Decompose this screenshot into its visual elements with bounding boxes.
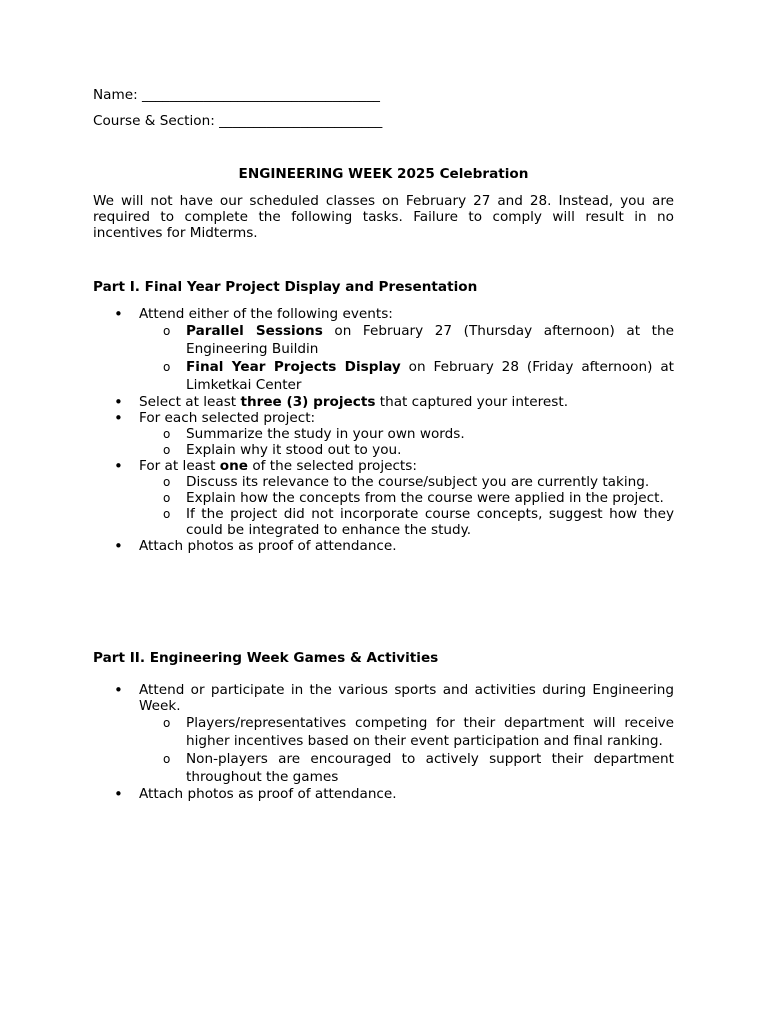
course-section-field[interactable] (93, 113, 674, 129)
select-projects-bold: three (3) projects (240, 394, 376, 410)
document-title: ENGINEERING WEEK 2025 Celebration (238, 166, 529, 182)
part2-list (93, 682, 674, 802)
part2-heading: Part II. Engineering Week Games & Activities (93, 650, 439, 666)
one-subitem: o Discuss its relevance to the course/subject you are currently taking. (93, 474, 674, 490)
one-project-pre: For at least (139, 458, 220, 474)
part1-list (93, 306, 674, 554)
one-subitem: o If the project did not incorporate course concepts, suggest how they could be integrated to enhance the study. (93, 506, 674, 538)
each-subitem: o Summarize the study in your own words. (93, 426, 674, 442)
event-projects-display-detail: on February 28 (Friday afternoon) at Limketkai Center (186, 359, 674, 393)
name-label: Name: (93, 87, 138, 103)
course-section-label: Course & Section: (93, 113, 215, 129)
event-parallel-sessions-detail: on February 27 (Thursday afternoon) at the Engineering Buildin (186, 323, 674, 357)
one-project-post: of the selected projects: (248, 458, 417, 474)
one-subitem: o Explain how the concepts from the course were applied in the project. (93, 490, 674, 506)
part1-heading: Part I. Final Year Project Display and Presentation (93, 279, 478, 295)
course-section-blank: ________________________ (219, 113, 383, 129)
select-projects-pre: Select at least (139, 394, 241, 410)
each-subitem: o Explain why it stood out to you. (93, 442, 674, 458)
part2-subitem: o Players/representatives competing for their department will receive higher incentives based on their event participation and final ranking. (93, 714, 674, 750)
select-projects-item (93, 394, 674, 410)
each-project-item: • For each selected project: (93, 410, 674, 426)
event-projects-display-title: Final Year Projects Display (186, 359, 401, 375)
one-project-item (93, 458, 674, 474)
part2-subitem: o Non-players are encouraged to actively support their department throughout the games (93, 750, 674, 786)
name-blank: ___________________________________ (142, 87, 380, 103)
event-parallel-sessions (93, 322, 674, 358)
part1-attend-item: • Attend either of the following events: (93, 306, 674, 322)
event-parallel-sessions-title: Parallel Sessions (186, 323, 323, 339)
one-project-bold: one (219, 458, 248, 474)
event-projects-display (93, 358, 674, 394)
name-field[interactable] (93, 87, 674, 103)
part2-attend-item: • Attend or participate in the various sports and activities during Engineering Week. (93, 682, 674, 714)
part2-photos-item: • Attach photos as proof of attendance. (93, 786, 674, 802)
intro-paragraph: We will not have our scheduled classes on February 27 and 28. Instead, you are required to complete the following tasks. Failure to comply will result in no incentives for Midterms. (93, 193, 674, 241)
part1-photos-item: • Attach photos as proof of attendance. (93, 538, 674, 554)
select-projects-post: that captured your interest. (375, 394, 569, 410)
